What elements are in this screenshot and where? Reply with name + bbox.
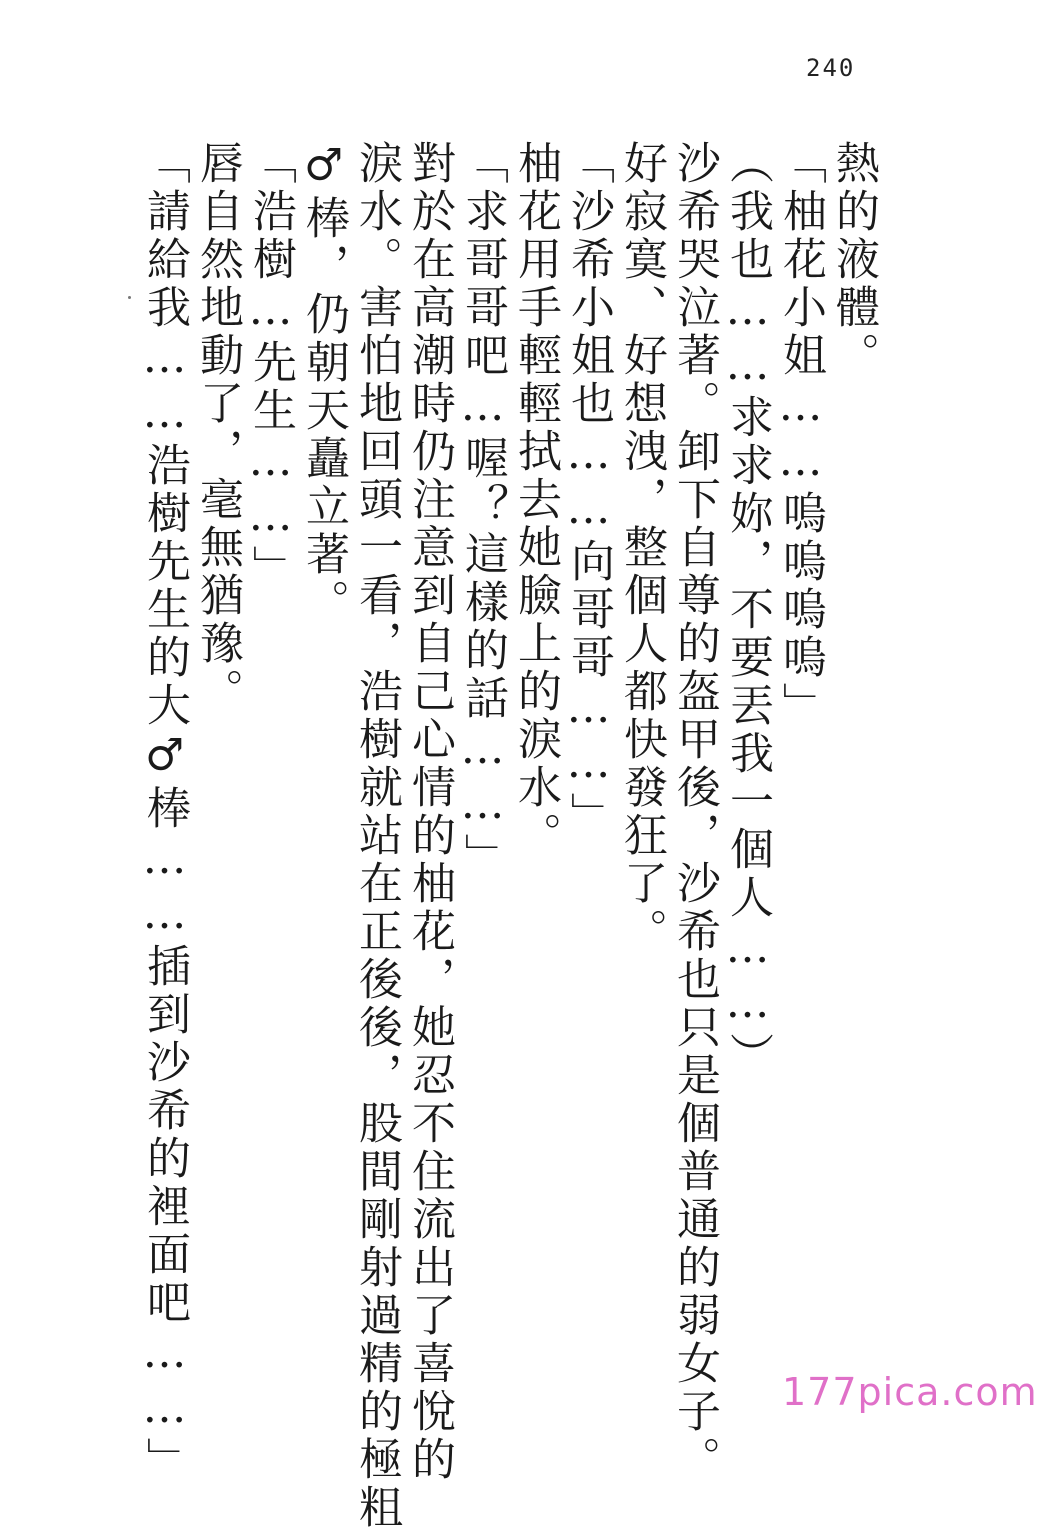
text-line: 「浩樹…先生……」 (245, 140, 296, 593)
text-line: 「柚花小姐……嗚嗚嗚嗚」 (775, 140, 826, 730)
text-line: 對於在高潮時仍注意到自己心情的柚花，她忍不住流出了喜悅的 (404, 140, 455, 1484)
text-line: 沙希哭泣著。卸下自尊的盔甲後，沙希也只是個普通的弱女子。 (669, 140, 720, 1484)
body-text (138, 140, 880, 1532)
scan-speck (128, 296, 131, 299)
text-line: 「沙希小姐也……向哥哥……」 (563, 140, 614, 840)
watermark: 177pica.com (782, 1370, 1038, 1414)
text-line: 「請給我……浩樹先生的大♂棒……插到沙希的裡面吧……」 (139, 140, 190, 1485)
text-line: 淚水。害怕地回頭一看，浩樹就站在正後後，股間剛射過精的極粗 (351, 140, 402, 1532)
text-line: 唇自然地動了，毫無猶豫。 (192, 140, 243, 716)
text-line: （我也……求求妳，不要丟我一個人……） (722, 140, 773, 1080)
text-line: 熱的液體。 (828, 140, 879, 380)
text-line: 好寂寞、好想洩，整個人都快發狂了。 (616, 140, 667, 956)
text-line: ♂棒，仍朝天矗立著。 (298, 140, 349, 627)
text-line: 「求哥哥吧…喔？這樣的話……」 (457, 140, 508, 881)
text-line: 柚花用手輕輕拭去她臉上的淚水。 (510, 140, 561, 860)
page-number: 240 (806, 54, 856, 82)
